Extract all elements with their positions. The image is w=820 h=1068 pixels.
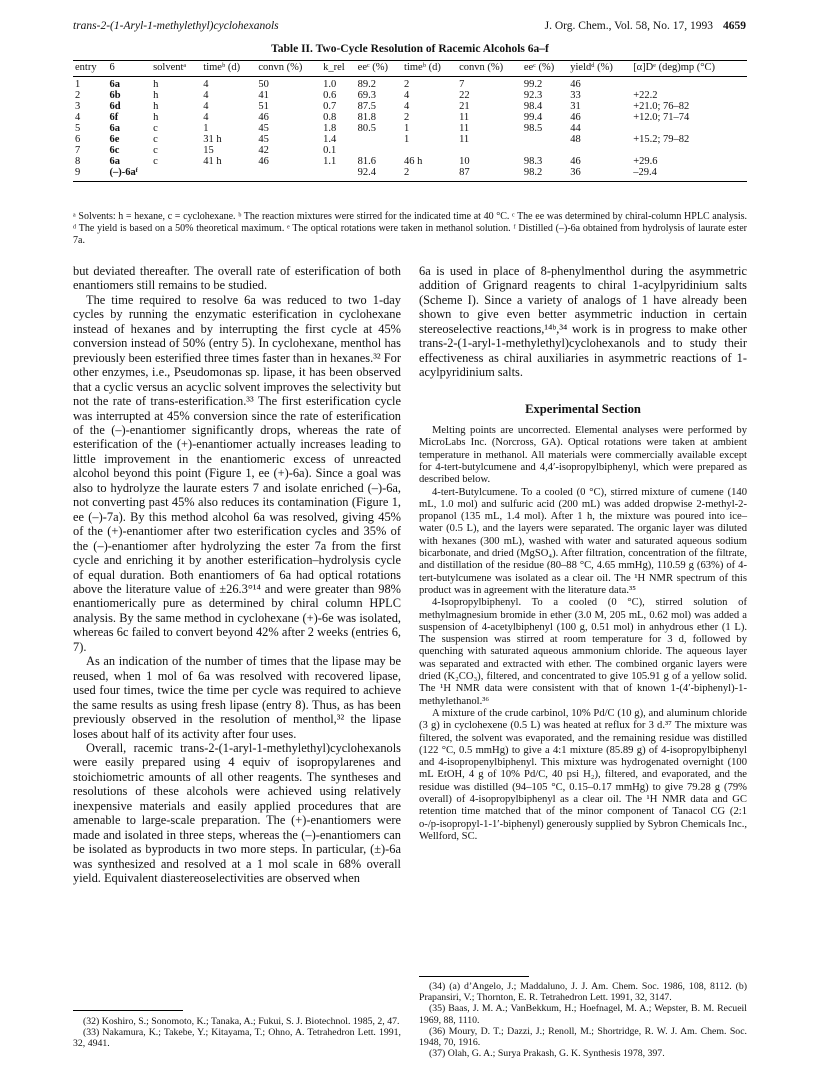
table-cell: 4 (404, 100, 410, 112)
body-paragraph: The time required to resolve 6a was reduced to two 1-day cycles by running the enzymatic esterification in cyclohexane instead of hexanes and by interrupting the first cycle at 45% conversion instead of 50% (entry 5). In cyclohexane, menthol has previously been esterified three times faster than in hexanes.³² For other enzymes, i.e., Pseudomonas sp. lipase, it has been observed that a cyclic versus an acyclic solvent improves the selectivity but not the rate of trans-esterification.³³ The first esterification cycle was interrupted at 45% conversion since the rate of esterification of the (–)-enantiomer significantly drops, whereas the rate of esterification of the (+)-enantiomer actually increases leading to little improvement in the enantiomeric excess of unreacted alcohol beyond this point (Figure 1, ee (+)-6a). Since a goal was also to hydrolyze the laurate esters 7 and isolate enriched (–)-6a, not converting past 45% also reduces its contamination (Figure 1, ee (–)-7a). By this method alcohol 6a was resolved, giving 45% of the (+)-enantiomer after two esterification cycles and 35% of the (–)-enantiomer after hydrolyzing the ester 7a from the first cycle and enriching it by another esterification–hydrolysis cycle of equal duration. Both enantiomers of 6a had optical rotations above the literature value of ±26.3°¹⁴ and were greater than 98% enantiomerically pure as determined by chiral column HPLC analysis. By the same method in cyclohexane (+)-6e was isolated, whereas 6c failed to convert beyond 42% after 2 weeks (entries 6, 7). (73, 292, 401, 654)
table-header-row (73, 61, 747, 77)
table-cell: c (153, 155, 158, 167)
table-cell: 46 (570, 155, 581, 167)
table-cell: 6a (109, 122, 121, 134)
table-cell (321, 168, 356, 182)
column-header: eeᶜ (%) (522, 61, 568, 77)
table-cell (201, 168, 256, 182)
table-cell: 1 (203, 122, 209, 134)
table-cell: 8 (75, 155, 81, 167)
left-references (73, 1016, 401, 1050)
table-cell (522, 135, 568, 146)
table-cell: 22 (459, 89, 470, 101)
column-header: yieldᵈ (%) (568, 61, 631, 77)
table-cell (402, 146, 457, 157)
right-column (419, 264, 747, 843)
column-header: convn (%) (457, 61, 522, 77)
body-paragraph: 4-Isopropylbiphenyl. To a cooled (0 °C), stirred solution of methylmagnesium bromide in ether (3.0 M, 205 mL, 0.62 mol) was added a suspension of 4-acetylbiphenyl (100 g, 0.51 mol) in anhydrous ether (1 L). The suspension was stirred at room temperature for 3 d, followed by quenching with saturated aqueous ammonium chloride. The aqueous layer was separated and extracted with ether. The combined organic layers were dried (K₂CO₃), filtered, and concentrated to give 105.91 g of a yellow solid. The ¹H NMR data were consistent with that of known 1-(4′-biphenyl)-1-methylethanol.³⁶ (419, 597, 747, 707)
table-row (73, 168, 747, 182)
resolution-table (73, 60, 747, 182)
table-cell: h (153, 89, 159, 101)
table-cell: 6f (109, 111, 119, 123)
table-cell: 41 (258, 89, 269, 101)
table-cell: 46 (258, 111, 269, 123)
column-header: convn (%) (256, 61, 321, 77)
table-cell: –29.4 (631, 168, 747, 182)
table-cell: 98.3 (523, 155, 543, 167)
table-cell: 98.4 (523, 100, 543, 112)
table-cell: h (153, 111, 159, 123)
table-cell: 46 (258, 155, 269, 167)
column-header: timeᵇ (d) (201, 61, 256, 77)
table-cell: 6a (109, 78, 121, 90)
table-row (73, 91, 747, 102)
table-cell: 45 (258, 122, 269, 134)
table-cell: c (153, 144, 158, 156)
table-cell: 33 (570, 89, 581, 101)
column-header: k_rel (321, 61, 356, 77)
table-cell: 87 (457, 168, 522, 182)
right-references (419, 981, 747, 1059)
table-body (73, 76, 747, 181)
table-cell: 11 (459, 111, 470, 123)
table-cell: 6c (109, 144, 120, 156)
table-row (73, 135, 747, 146)
table-cell: 0.1 (323, 144, 337, 156)
table-row (73, 146, 747, 157)
body-paragraph: but deviated thereafter. The overall rate of esterification of both enantiomers still remains to be studied. (73, 264, 401, 293)
table-cell: 10 (459, 155, 470, 167)
table-row (73, 113, 747, 124)
table-footnote: ᵃ Solvents: h = hexane, c = cyclohexane. ᵇ The reaction mixtures were stirred for the indicated time at 40 °C. ᶜ The ee was determined by chiral-column HPLC analysis. ᵈ The yield is based on a 50% theoretical maximum. ᵉ The optical rotations were taken in methanol solution. ᶠ Distilled (–)-6a obtained from hydrolysis of laurate ester 7a. (73, 211, 747, 246)
column-header: timeᵇ (d) (402, 61, 457, 77)
table-cell: 99.2 (523, 78, 543, 90)
section-heading: Experimental Section (525, 401, 641, 416)
table-cell: 2 (402, 168, 457, 182)
body-paragraph: 6a is used in place of 8-phenylmenthol during the asymmetric addition of Grignard reagents to chiral 1-acylpyridinium salts (Scheme I). Since a variety of analogs of 1 have already been shown to give even better asymmetric induction in certain stereoselective reactions,¹⁴ᵇ,³⁴ work is in progress to make other trans-2-(1-aryl-1-methylethyl)cyclohexanols and to study their effectiveness as chiral auxiliaries in asymmetric reactions of 1-acylpyridinium salts. (419, 264, 747, 380)
table-cell (522, 146, 568, 157)
table-cell: 92.3 (523, 89, 543, 101)
table-cell: 1.8 (323, 122, 337, 134)
reference: (37) Olah, G. A.; Surya Prakash, G. K. Synthesis 1978, 397. (429, 1048, 665, 1060)
table-cell: 4 (203, 100, 209, 112)
table-cell: +12.0; 71–74 (633, 111, 690, 123)
table-cell: h (153, 100, 159, 112)
table-cell: 2 (404, 78, 410, 90)
table-title: Table II. Two-Cycle Resolution of Racemic Alcohols 6a–f (271, 43, 549, 55)
table-cell: 81.8 (357, 111, 377, 123)
running-header (73, 20, 746, 36)
table-cell: 69.3 (357, 89, 377, 101)
table-cell (151, 168, 201, 182)
table-row (73, 157, 747, 168)
left-column (73, 264, 401, 885)
table-cell: 7 (459, 78, 465, 90)
table-cell (457, 146, 522, 157)
table-cell: 2 (404, 111, 410, 123)
table-cell (568, 146, 631, 157)
table-cell (256, 168, 321, 182)
table-cell: 0.7 (323, 100, 337, 112)
table-cell: 4 (75, 111, 81, 123)
body-paragraph: Overall, racemic trans-2-(1-aryl-1-methylethyl)cyclohexanols were easily prepared using 4 equiv of isopropylarenes and stoichiometric amounts of all other reagents. The syntheses and resolutions of these alcohols were achieved using relatively inexpensive materials and easily applied procedures that are amenable to large-scale preparation. The (+)-enantiomers were made and isolated in three steps, whereas the (–)-enantiomers can be isolated as byproducts in two more steps. In particular, (±)-6a was synthesized and resolved at a 1 mol scale in 68% overall yield. Equivalent diastereoselectivities are observed when (73, 740, 401, 886)
reference: (32) Koshiro, S.; Sonomoto, K.; Tanaka, A.; Fukui, S. J. Biotechnol. 1985, 2, 47. (83, 1016, 400, 1027)
table-cell: 4 (203, 89, 209, 101)
table-cell: 0.6 (323, 89, 337, 101)
footnote-rule (73, 1010, 183, 1011)
experimental-section (419, 425, 747, 843)
journal-name: J. Org. Chem., Vol. 58, No. 17, 1993 (544, 20, 713, 32)
table-cell: 81.6 (357, 155, 377, 167)
table-cell: 46 h (404, 155, 423, 167)
table-cell: (–)-6aᶠ (108, 168, 152, 182)
table-cell: 44 (570, 122, 581, 134)
table-cell: 36 (568, 168, 631, 182)
table-row (73, 76, 747, 91)
table-cell: 21 (459, 100, 470, 112)
table-cell: 3 (75, 100, 81, 112)
reference: (35) Baas, J. M. A.; VanBekkum, H.; Hoefnagel, M. A.; Wepster, B. M. Recueil 1969, 88, 1110. (419, 1003, 747, 1026)
table-cell: 87.5 (357, 100, 377, 112)
column-header: solventᵃ (151, 61, 201, 77)
table-cell: 89.2 (357, 78, 377, 90)
table-cell: 1.0 (323, 78, 337, 90)
table-cell: 1 (75, 78, 81, 90)
table-cell: 4 (203, 78, 209, 90)
table-cell: 1 (404, 122, 410, 134)
body-paragraph: Melting points are uncorrected. Elemental analyses were performed by MicroLabs Inc. (Norcross, GA). Optical rotations were taken at ambient temperature in methanol. All materials were commercially available except for 4-tert-butylcumene and 4,4′-isopropylbiphenyl, which were prepared as described below. (419, 425, 747, 486)
table-cell: 6d (109, 100, 121, 112)
table-cell: 11 (459, 122, 470, 134)
table-cell: 0.8 (323, 111, 337, 123)
table-cell: +22.2 (633, 89, 658, 101)
table-cell: 6a (109, 155, 121, 167)
table-cell: 1.1 (323, 155, 337, 167)
reference: (36) Moury, D. T.; Dazzi, J.; Renoll, M.; Shortridge, R. W. J. Am. Chem. Soc. 1948, 70, 1916. (419, 1025, 747, 1049)
table-cell: 45 (258, 133, 269, 145)
table-cell: 46 (570, 78, 581, 90)
table-cell: 98.2 (522, 168, 568, 182)
table-cell: 42 (258, 144, 269, 156)
table-cell: 1 (404, 133, 410, 145)
column-header: 6 (108, 61, 152, 77)
column-header: entry (73, 61, 108, 77)
table-cell (356, 146, 402, 157)
body-paragraph: A mixture of the crude carbinol, 10% Pd/C (10 g), and aluminum chloride (3 g) in cyclohexene (0.5 L) was heated at reflux for 3 d.³⁷ The mixture was filtered, the solvent was evaporated, and the remaining residue was distilled (122 °C, 0.5 mmHg) to give a 4:1 mixture (85.89 g) of 4-isopropylbiphenyl and 4-isopropenylbiphenyl. This mixture was hydrogenated overnight (100 mL EtOH, 4 g of 10% Pd/C, 40 psi H₂), filtered, and evaporated, and the residue was distilled (94–105 °C, 0.15–0.17 mmHg) to give 79.28 g (79% overall) of 4-isopropylbiphenyl as a clear oil. The ¹H NMR data and GC retention time matched that of the minor component of Tanacol CG (2:1 o-/p-isopropyl-1-1′-biphenyl) generously supplied by Sybron Chemicals Inc., Wellford, SC. (419, 707, 747, 842)
table-cell: 4 (404, 89, 410, 101)
table-cell (631, 146, 747, 157)
table-cell: +29.6 (633, 155, 658, 167)
reference: (33) Nakamura, K.; Takebe, Y.; Kitayama, T.; Ohno, A. Tetrahedron Lett. 1991, 32, 4941. (73, 1027, 401, 1050)
running-title: trans-2-(1-Aryl-1-methylethyl)cyclohexanols (73, 20, 279, 32)
table-cell: 31 h (203, 133, 222, 145)
body-paragraph: 4-tert-Butylcumene. To a cooled (0 °C), stirred mixture of cumene (140 mL, 1.0 mol) and sulfuric acid (200 mL) was added dropwise 2-methyl-2-propanol (135 mL, 1.4 mol). After 1 h, the mixture was poured into ice–water (0.5 L), and the layers were separated. The organic layer was diluted with hexanes (300 mL), washed with water and saturated aqueous sodium bicarbonate, and dried (MgSO₄). After filtration, concentration of the filtrate, and distillation of the residue (80–88 °C, 4.65 mmHg), 110.59 g (63%) of 4-tert-butylcumene was isolated as a clear oil. The ¹H NMR spectrum of this product was in agreement with the literature data.³⁵ (419, 486, 747, 596)
table-cell: 50 (258, 78, 269, 90)
page-number: 4659 (723, 20, 746, 32)
table-cell: 31 (570, 100, 581, 112)
table-cell: 6 (75, 133, 81, 145)
table-cell: 11 (459, 133, 470, 145)
table-cell: 5 (75, 122, 81, 134)
table-cell: h (153, 78, 159, 90)
table-cell: 41 h (203, 155, 222, 167)
table-cell: 2 (75, 89, 81, 101)
table-cell: 46 (570, 111, 581, 123)
table-cell: c (153, 122, 158, 134)
table-cell: +21.0; 76–82 (633, 100, 690, 112)
table-cell: c (153, 133, 158, 145)
table-cell: 6e (109, 133, 120, 145)
table-cell: 99.4 (523, 111, 543, 123)
reference: (34) (a) d’Angelo, J.; Maddaluno, J. J. Am. Chem. Soc. 1986, 108, 8112. (b) Prapansiri, V.; Thornton, E. R. Tetrahedron Lett. 1991, 32, 3147. (419, 981, 747, 1004)
table-cell: 98.5 (523, 122, 543, 134)
table-cell: 4 (203, 111, 209, 123)
table-cell (356, 135, 402, 146)
table-cell: 1.4 (323, 133, 337, 145)
column-header: [α]Dᵉ (deg)mp (°C) (631, 61, 747, 77)
table-cell (631, 124, 747, 135)
journal-citation (545, 20, 746, 32)
column-header: eeᶜ (%) (356, 61, 402, 77)
body-paragraph: As an indication of the number of times that the lipase may be reused, when 1 mol of 6a was resolved with recovered lipase, used four times, twice the time per cycle was required to achieve the same results as using fresh lipase (entry 8). Thus, as has been previously observed in the resolution of menthol,³² the lipase loses about half of its activity after four uses. (73, 654, 401, 741)
footnote-rule (419, 976, 529, 977)
table-cell: 9 (73, 168, 108, 182)
table-row (73, 102, 747, 113)
table-cell: 48 (570, 133, 581, 145)
table-cell: 7 (75, 144, 81, 156)
table-cell: 80.5 (357, 122, 377, 134)
table-cell (631, 76, 747, 91)
table-cell: 51 (258, 100, 269, 112)
table-cell: +15.2; 79–82 (633, 133, 690, 145)
table-cell: 92.4 (356, 168, 402, 182)
table-cell: 6b (109, 89, 121, 101)
table-cell: 15 (203, 144, 214, 156)
table-row (73, 124, 747, 135)
